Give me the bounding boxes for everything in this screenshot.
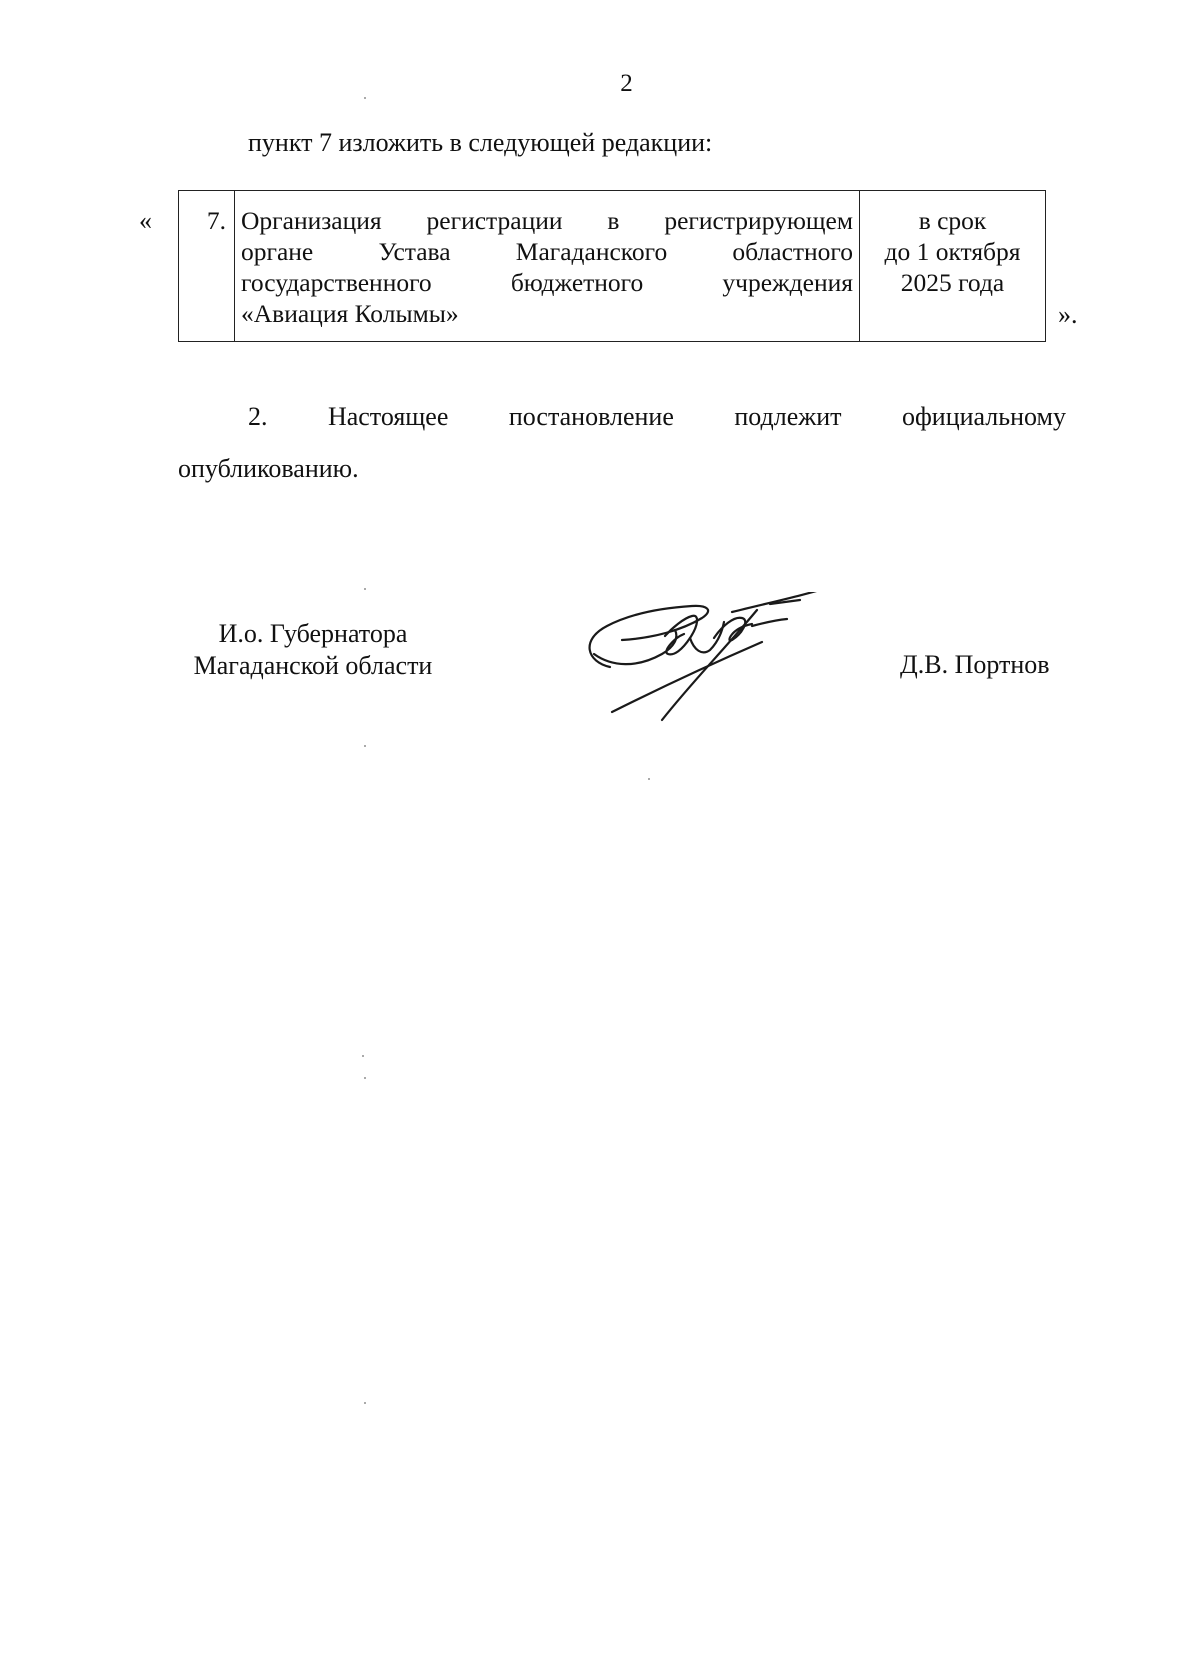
quote-close: ». bbox=[1058, 300, 1078, 329]
item-text-line: государственного бюджетного учреждения bbox=[241, 268, 853, 297]
signatory-position bbox=[178, 618, 448, 682]
scan-speck bbox=[364, 97, 366, 99]
paragraph-2-line-2: опубликованию. bbox=[178, 454, 359, 483]
paragraph-2-line-1: 2. Настоящее постановление подлежит официальному bbox=[248, 402, 1066, 431]
item-text-line: «Авиация Колымы» bbox=[241, 299, 459, 328]
quote-open: « bbox=[139, 206, 152, 235]
scan-speck bbox=[362, 1055, 364, 1057]
deadline-line: до 1 октября bbox=[884, 237, 1021, 266]
position-line-1: И.о. Губернатора bbox=[218, 619, 408, 648]
scan-speck bbox=[364, 1402, 366, 1404]
item-text-line: Организация регистрации в регистрирующем bbox=[241, 206, 853, 235]
item-text-line: органе Устава Магаданского областного bbox=[241, 237, 853, 266]
scan-speck bbox=[364, 1077, 366, 1079]
scan-speck bbox=[364, 745, 366, 747]
scan-speck bbox=[648, 778, 650, 780]
amendment-table bbox=[178, 190, 1046, 342]
deadline-line: 2025 года bbox=[900, 268, 1005, 297]
handwritten-signature bbox=[582, 592, 842, 722]
position-line-2: Магаданской области bbox=[193, 651, 433, 680]
paragraph-2 bbox=[178, 391, 1066, 495]
page-number: 2 bbox=[620, 70, 633, 97]
item-text-cell bbox=[235, 191, 860, 342]
item-deadline-cell bbox=[860, 191, 1046, 342]
signatory-name: Д.В. Портнов bbox=[900, 650, 1050, 679]
table-row bbox=[179, 191, 1046, 342]
scan-speck bbox=[364, 588, 366, 590]
intro-text: пункт 7 изложить в следующей редакции: bbox=[248, 128, 713, 157]
item-number-cell: 7. bbox=[179, 191, 235, 342]
deadline-line: в срок bbox=[918, 206, 987, 235]
